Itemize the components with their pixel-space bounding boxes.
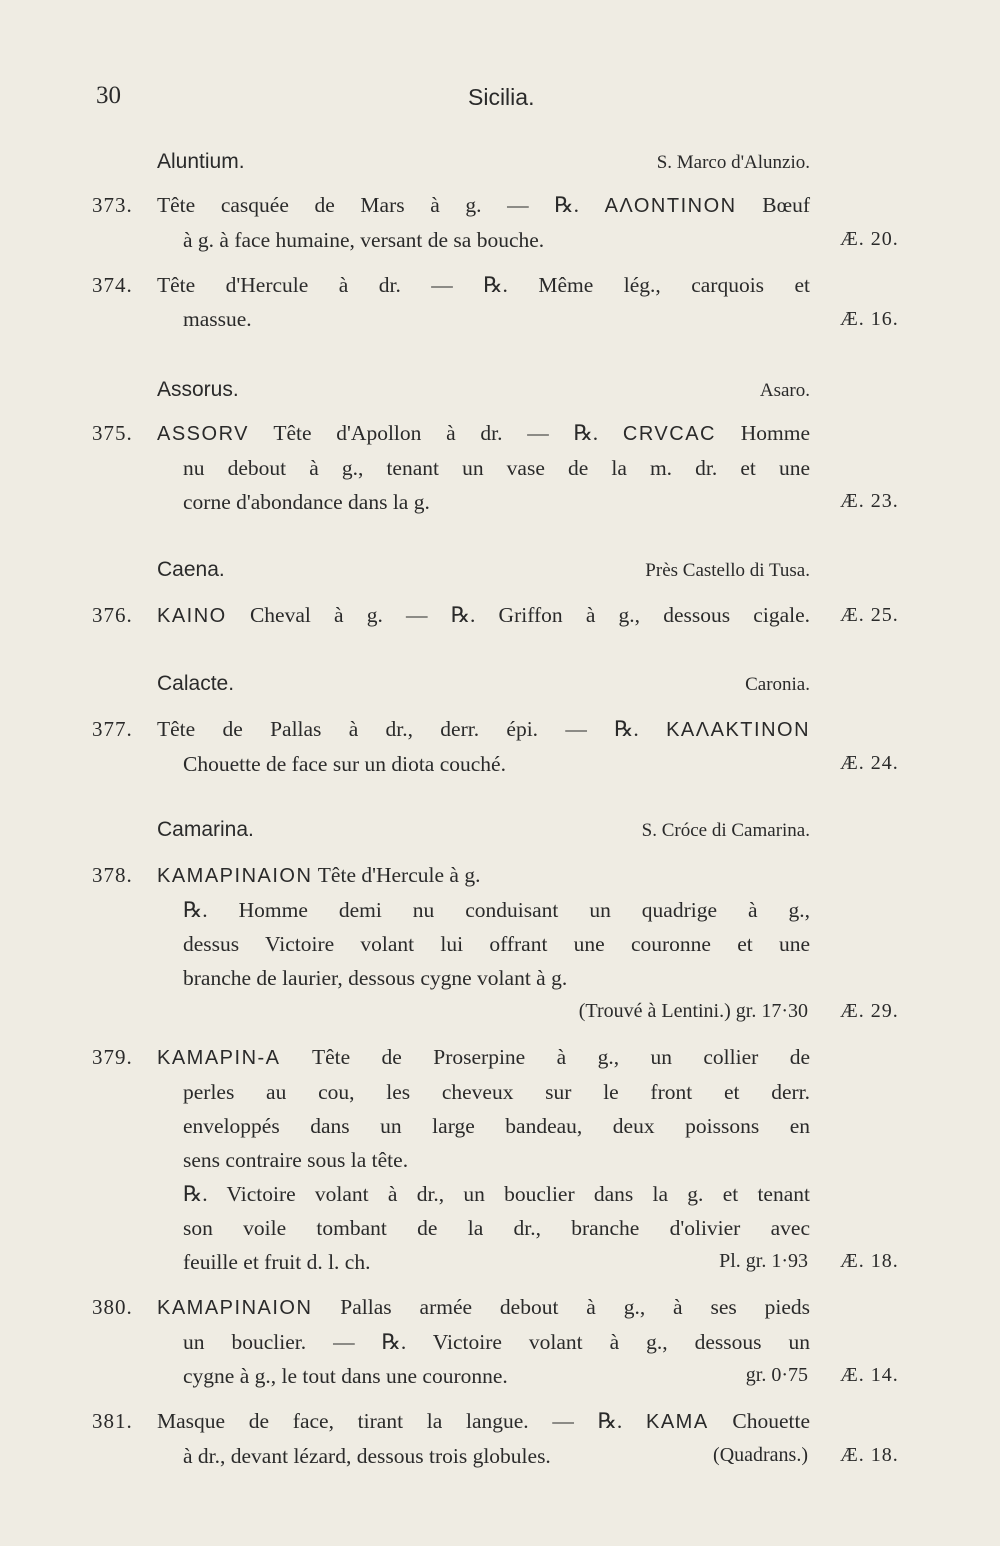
city-name: Camarina. bbox=[157, 818, 254, 841]
entry-description bbox=[157, 712, 810, 781]
text-span: Tête d'Apollon à dr. — ℞. bbox=[273, 421, 599, 445]
city-name: Assorus. bbox=[157, 378, 239, 401]
running-title: Sicilia. bbox=[468, 84, 535, 110]
entry-number: 378. bbox=[92, 863, 133, 887]
coin-legend: ΚΑΜΑΡΙΝΑΙΟΝ bbox=[157, 865, 313, 887]
text-line: un bouclier. — ℞. Victoire volant à g., dessous un bbox=[183, 1330, 810, 1354]
provenance-weight: Pl. gr. 1·93 bbox=[719, 1250, 808, 1272]
text-span: Bœuf bbox=[762, 193, 811, 217]
text-line: massue. bbox=[183, 307, 252, 331]
text-line: à g. à face humaine, versant de sa bouche. bbox=[183, 228, 545, 252]
page-number: 30 bbox=[96, 82, 121, 109]
modern-name: Près Castello di Tusa. bbox=[645, 560, 810, 581]
entry-number: 381. bbox=[92, 1409, 133, 1433]
section-heading-camarina bbox=[157, 818, 810, 848]
text-line: Tête d'Hercule à dr. — ℞. Même lég., carquois et bbox=[157, 273, 810, 297]
coin-legend: ASSORV bbox=[157, 423, 249, 445]
provenance-weight: (Trouvé à Lentini.) gr. 17·30 bbox=[578, 1000, 808, 1022]
entry-number: 375. bbox=[92, 421, 133, 445]
modern-name: S. Marco d'Alunzio. bbox=[656, 152, 810, 173]
metal-size: Æ. 18. bbox=[840, 1250, 899, 1272]
text-line: son voile tombant de la dr., branche d'olivier avec bbox=[183, 1216, 810, 1240]
text-line: sens contraire sous la tête. bbox=[183, 1148, 409, 1172]
entry-number: 379. bbox=[92, 1045, 133, 1069]
text-span: Tête casquée de Mars à g. — ℞. bbox=[157, 193, 579, 217]
coin-legend: ΚΑΜΑΡΙΝ-Α bbox=[157, 1047, 281, 1069]
entry-number: 380. bbox=[92, 1295, 133, 1319]
city-name: Aluntium. bbox=[157, 150, 245, 173]
entry-number: 373. bbox=[92, 193, 133, 217]
entry-number: 377. bbox=[92, 717, 133, 741]
entry-description bbox=[157, 858, 810, 995]
section-heading-assorus bbox=[157, 378, 810, 408]
entry-description bbox=[157, 268, 810, 336]
metal-size: Æ. 18. bbox=[840, 1444, 899, 1466]
text-line: perles au cou, les cheveux sur le front et derr. bbox=[183, 1080, 810, 1104]
entry-number: 374. bbox=[92, 273, 133, 297]
coin-legend: ΑΛΟΝΤΙΝΟΝ bbox=[604, 195, 737, 217]
coin-legend: ΚΑΜΑΡΙΝΑΙΟΝ bbox=[157, 1297, 313, 1319]
text-span: Chouette bbox=[732, 1409, 811, 1433]
metal-size: Æ. 16. bbox=[840, 308, 899, 330]
text-span: Homme bbox=[740, 421, 811, 445]
text-line: feuille et fruit d. l. ch. bbox=[183, 1250, 371, 1274]
text-line: Chouette de face sur un diota couché. bbox=[183, 752, 506, 776]
entry-description bbox=[157, 416, 810, 519]
text-span: Tête de Pallas à dr., derr. épi. — ℞. bbox=[157, 717, 639, 741]
text-line: dessus Victoire volant lui offrant une couronne et une bbox=[183, 932, 810, 956]
coin-legend: ΚΑΜΑ bbox=[645, 1411, 709, 1433]
entry-description bbox=[157, 1040, 810, 1279]
section-heading-aluntium bbox=[157, 150, 810, 180]
section-heading-calacte bbox=[157, 672, 810, 702]
coin-legend: KAINO bbox=[157, 605, 227, 627]
metal-size: Æ. 24. bbox=[840, 752, 899, 774]
text-line: branche de laurier, dessous cygne volant à g. bbox=[183, 966, 568, 990]
entry-description bbox=[157, 188, 810, 257]
text-span: Pallas armée debout à g., à ses pieds bbox=[340, 1295, 810, 1319]
text-line: ℞. Victoire volant à dr., un bouclier dans la g. et tenant bbox=[183, 1182, 810, 1206]
entry-number: 376. bbox=[92, 603, 133, 627]
entry-description bbox=[157, 1290, 810, 1393]
metal-size: Æ. 20. bbox=[840, 228, 899, 250]
text-line: nu debout à g., tenant un vase de la m. dr. et une bbox=[183, 456, 810, 480]
coin-legend: ΚΑΛΑΚΤΙΝΟΝ bbox=[666, 719, 811, 741]
modern-name: Caronia. bbox=[745, 674, 810, 695]
metal-size: Æ. 23. bbox=[840, 490, 899, 512]
entry-description bbox=[157, 598, 810, 633]
modern-name: S. Cróce di Camarina. bbox=[641, 820, 810, 841]
text-span: Cheval à g. — ℞. Griffon à g., dessous cigale. bbox=[249, 603, 810, 627]
metal-size: Æ. 29. bbox=[840, 1000, 899, 1022]
text-line: corne d'abondance dans la g. bbox=[183, 490, 430, 514]
text-span: Masque de face, tirant la langue. — ℞. bbox=[157, 1409, 623, 1433]
text-line: cygne à g., le tout dans une couronne. bbox=[183, 1364, 508, 1388]
text-line: enveloppés dans un large bandeau, deux poissons en bbox=[183, 1114, 810, 1138]
city-name: Calacte. bbox=[157, 672, 235, 695]
text-line: à dr., devant lézard, dessous trois globules. bbox=[183, 1444, 551, 1468]
metal-size: Æ. 14. bbox=[840, 1364, 899, 1386]
metal-size: Æ. 25. bbox=[840, 604, 899, 626]
text-span: Tête de Proserpine à g., un collier de bbox=[311, 1045, 810, 1069]
city-name: Caena. bbox=[157, 558, 225, 581]
text-line: ℞. Homme demi nu conduisant un quadrige à g., bbox=[183, 898, 810, 922]
provenance-weight: gr. 0·75 bbox=[745, 1364, 808, 1386]
denomination: (Quadrans.) bbox=[713, 1444, 808, 1466]
text-span: Tête d'Hercule à g. bbox=[317, 863, 481, 887]
modern-name: Asaro. bbox=[759, 380, 810, 401]
coin-legend: CRVCAC bbox=[622, 423, 716, 445]
section-heading-caena bbox=[157, 558, 810, 588]
